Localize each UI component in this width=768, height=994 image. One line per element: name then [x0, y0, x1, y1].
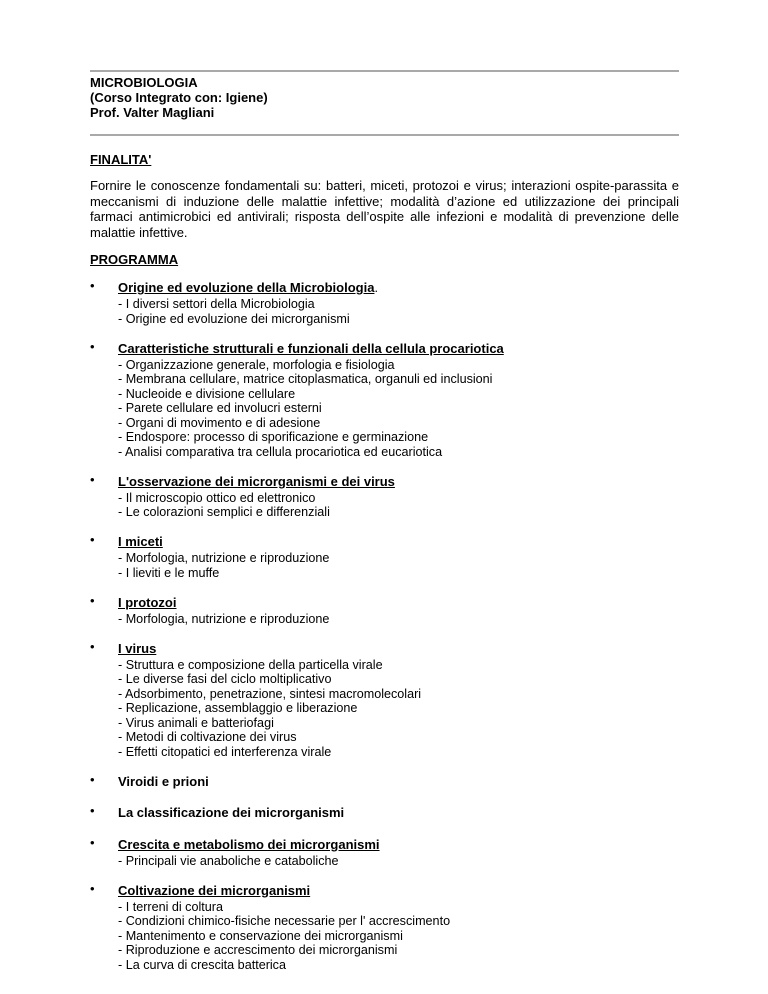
programma-subitem: - Le colorazioni semplici e differenziali: [118, 505, 330, 519]
bullet-icon: •: [90, 834, 95, 850]
programma-item: [90, 882, 679, 973]
bullet-icon: •: [90, 278, 95, 293]
programma-subitem: - Parete cellulare ed involucri esterni: [118, 401, 322, 415]
top-divider: [90, 70, 679, 72]
bullet-icon: •: [90, 771, 95, 787]
programma-subitem: - Organi di movimento e di adesione: [118, 415, 321, 430]
programma-item: [90, 340, 679, 460]
bullet-icon: •: [90, 880, 95, 896]
programma-subitem: - Analisi comparativa tra cellula procariotica ed eucariotica: [118, 444, 443, 459]
programma-subitem: - Virus animali e batteriofagi: [118, 715, 274, 730]
programma-subitem: - I lieviti e le muffe: [118, 565, 220, 580]
programma-item-title: Origine ed evoluzione della Microbiologia: [118, 280, 375, 295]
bullet-icon: •: [90, 638, 95, 654]
programma-subitem: - Le diverse fasi del ciclo moltiplicativo: [118, 672, 332, 686]
programma-item-title: Viroidi e prioni: [118, 773, 209, 789]
programma-item-title: I miceti: [118, 534, 163, 549]
programma-item-title: Caratteristiche strutturali e funzionali della cellula procariotica: [118, 340, 504, 356]
course-integrated: (Corso Integrato con: Igiene): [90, 90, 268, 105]
programma-list: [90, 279, 679, 972]
programma-subitem: - Origine ed evoluzione dei microrganismi: [118, 311, 350, 326]
finalita-text: Fornire le conoscenze fondamentali su: batteri, miceti, protozoi e virus; interazioni ospite-parassita e meccanismi di induzione delle malattie infettive; modalità d’azione ed utilizzazione dei principali farmaci antimicrobici ed antivirali; risposta dell’ospite alle infezioni e modalità di prevenzione delle malattie infettive.: [90, 178, 679, 240]
programma-heading: PROGRAMMA: [90, 252, 179, 267]
programma-item-heading: [118, 804, 679, 822]
programma-sublist: [118, 491, 679, 520]
programma-subitem: - Principali vie anaboliche e cataboliche: [118, 853, 339, 868]
course-header: [90, 75, 679, 120]
programma-subitem: - Riproduzione e accrescimento dei microrganismi: [118, 943, 398, 957]
bullet-icon: •: [90, 532, 95, 547]
finalita-heading: FINALITA': [90, 152, 152, 167]
programma-subitem: - I diversi settori della Microbiologia: [118, 297, 315, 311]
programma-item-heading: [118, 279, 679, 297]
programma-subitem: - Adsorbimento, penetrazione, sintesi macromolecolari: [118, 686, 422, 701]
programma-item-heading: [118, 640, 679, 658]
programma-subitem: - Effetti citopatici ed interferenza virale: [118, 744, 332, 759]
programma-sublist: [118, 900, 679, 973]
programma-sublist: [118, 658, 679, 760]
programma-item-title: L'osservazione dei microrganismi e dei virus: [118, 473, 395, 489]
programma-item-heading: [118, 473, 679, 491]
course-title: MICROBIOLOGIA: [90, 75, 198, 90]
programma-item-heading: [118, 533, 679, 551]
programma-subitem: - Nucleoide e divisione cellulare: [118, 386, 296, 401]
programma-subitem: - Condizioni chimico-fisiche necessarie per l' accrescimento: [118, 914, 451, 928]
bullet-icon: •: [90, 471, 95, 487]
programma-item-title: I virus: [118, 640, 157, 656]
programma-subitem: - I terreni di coltura: [118, 899, 223, 914]
programma-subitem: - Morfologia, nutrizione e riproduzione: [118, 611, 330, 626]
bullet-icon: •: [90, 338, 95, 354]
programma-subitem: - Endospore: processo di sporificazione e germinazione: [118, 430, 429, 444]
programma-subitem: - Membrana cellulare, matrice citoplasmatica, organuli ed inclusioni: [118, 372, 493, 386]
programma-subitem: - Il microscopio ottico ed elettronico: [118, 490, 316, 505]
programma-sublist: [118, 612, 679, 627]
programma-item-title: Coltivazione dei microrganismi: [118, 882, 311, 898]
programma-subitem: - Mantenimento e conservazione dei microrganismi: [118, 928, 403, 943]
programma-subitem: - Metodi di coltivazione dei virus: [118, 730, 297, 744]
document-page: [90, 0, 679, 986]
programma-subitem: - Morfologia, nutrizione e riproduzione: [118, 551, 330, 565]
programma-sublist: [118, 854, 679, 869]
programma-item: [90, 594, 679, 627]
programma-subitem: - Struttura e composizione della particella virale: [118, 657, 383, 672]
programma-item: [90, 473, 679, 520]
programma-item-heading: [118, 773, 679, 791]
programma-item-title: Crescita e metabolismo dei microrganismi: [118, 836, 380, 852]
programma-item-title: La classificazione dei microrganismi: [118, 805, 345, 820]
header-divider: [90, 134, 679, 136]
programma-item-heading: [118, 340, 679, 358]
programma-subitem: - La curva di crescita batterica: [118, 957, 286, 972]
programma-item: [90, 533, 679, 580]
programma-subitem: - Replicazione, assemblaggio e liberazione: [118, 701, 358, 715]
programma-item: [90, 279, 679, 326]
programma-item: [90, 804, 679, 822]
programma-item-title: I protozoi: [118, 594, 177, 610]
programma-item-heading: [118, 836, 679, 854]
programma-item: [90, 773, 679, 791]
programma-item-title-suffix: .: [374, 281, 378, 295]
programma-subitem: - Organizzazione generale, morfologia e fisiologia: [118, 357, 395, 372]
programma-sublist: [118, 551, 679, 580]
programma-sublist: [118, 297, 679, 326]
programma-item: [90, 836, 679, 869]
programma-item-heading: [118, 882, 679, 900]
programma-item: [90, 640, 679, 760]
bullet-icon: •: [90, 592, 95, 608]
bullet-icon: •: [90, 803, 95, 818]
course-professor: Prof. Valter Magliani: [90, 105, 215, 120]
programma-item-heading: [118, 594, 679, 612]
programma-sublist: [118, 358, 679, 460]
